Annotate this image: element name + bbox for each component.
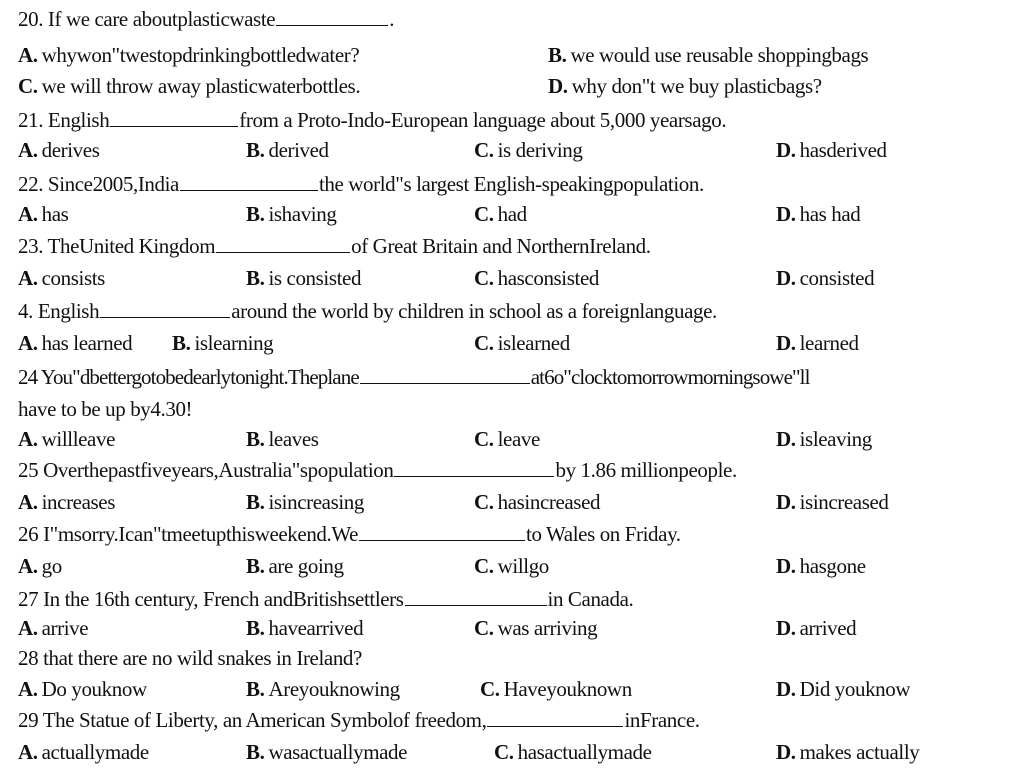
question-28 — [18, 645, 362, 671]
answer-blank[interactable] — [216, 234, 350, 253]
question-number: 26 — [18, 522, 39, 546]
question-stem-end: the world"s largest English-speakingpopulation. — [318, 172, 704, 196]
question-number: 4. — [18, 299, 33, 323]
question-stem: I"msorry.Ican"tmeetupthisweekend.We — [43, 522, 359, 546]
question-27 — [18, 586, 633, 612]
option-d[interactable]: D. makes actually — [776, 740, 920, 764]
option-d[interactable]: D. Did youknow — [776, 677, 911, 701]
question-stem-end: around the world by children in school as a foreignlanguage. — [231, 299, 717, 323]
answer-blank[interactable] — [359, 522, 525, 541]
option-d[interactable]: D. why don"t we buy plasticbags? — [548, 74, 822, 98]
option-a[interactable]: A. has — [18, 202, 69, 226]
question-stem: TheUnited Kingdom — [47, 234, 216, 258]
option-b[interactable]: B. Areyouknowing — [246, 677, 400, 701]
option-d[interactable]: D. arrived — [776, 616, 857, 640]
option-c[interactable]: C. hasincreased — [474, 490, 601, 514]
answer-blank[interactable] — [276, 7, 388, 26]
question-stem: Overthepastfiveyears,Australia"spopulation — [43, 458, 394, 482]
question-number: 27 — [18, 587, 39, 611]
question-stem: Since2005,India — [47, 172, 179, 196]
option-a[interactable]: A. consists — [18, 266, 105, 290]
option-b[interactable]: B. havearrived — [246, 616, 364, 640]
question-number: 29 — [18, 708, 39, 732]
question-24 — [18, 364, 810, 390]
question-4 — [18, 298, 717, 324]
question-stem-end: of Great Britain and NorthernIreland. — [351, 234, 651, 258]
option-d[interactable]: D. isincreased — [776, 490, 889, 514]
option-a[interactable]: A. actuallymade — [18, 740, 149, 764]
option-c[interactable]: C. islearned — [474, 331, 570, 355]
option-d[interactable]: D. hasgone — [776, 554, 866, 578]
option-c[interactable]: C. hasconsisted — [474, 266, 599, 290]
option-b[interactable]: B. wasactuallymade — [246, 740, 408, 764]
option-c[interactable]: C. was arriving — [474, 616, 598, 640]
question-stem-end: at6o"clocktomorrowmorningsowe"ll — [530, 365, 810, 389]
question-26 — [18, 521, 681, 547]
option-b[interactable]: B. derived — [246, 138, 329, 162]
option-a[interactable]: A. arrive — [18, 616, 89, 640]
option-b[interactable]: B. ishaving — [246, 202, 337, 226]
option-c[interactable]: C. hasactuallymade — [494, 740, 652, 764]
answer-blank[interactable] — [360, 365, 530, 384]
option-c[interactable]: C. we will throw away plasticwaterbottles. — [18, 74, 361, 98]
option-c[interactable]: C. leave — [474, 427, 540, 451]
option-b[interactable]: B. islearning — [172, 331, 274, 355]
question-stem: English — [37, 299, 100, 323]
option-b[interactable]: B. is consisted — [246, 266, 362, 290]
answer-blank[interactable] — [100, 299, 230, 318]
option-d[interactable]: D. isleaving — [776, 427, 872, 451]
question-25 — [18, 457, 737, 483]
option-d[interactable]: D. consisted — [776, 266, 875, 290]
question-number: 24 — [18, 365, 38, 389]
question-number: 23. — [18, 234, 44, 258]
question-stem-end: . — [389, 7, 395, 31]
answer-blank[interactable] — [405, 587, 547, 606]
question-number: 22. — [18, 172, 44, 196]
question-number: 28 — [18, 646, 39, 670]
question-stem: that there are no wild snakes in Ireland? — [43, 646, 362, 670]
question-number: 20. — [18, 7, 44, 31]
question-20 — [18, 6, 394, 32]
question-number: 25 — [18, 458, 39, 482]
option-d[interactable]: D. learned — [776, 331, 859, 355]
option-b[interactable]: B. isincreasing — [246, 490, 364, 514]
answer-blank[interactable] — [394, 458, 554, 477]
question-stem: English — [47, 108, 110, 132]
question-stem: The Statue of Liberty, an American Symbolof freedom, — [42, 708, 487, 732]
option-a[interactable]: A. go — [18, 554, 62, 578]
option-b[interactable]: B. leaves — [246, 427, 319, 451]
option-a[interactable]: A. increases — [18, 490, 115, 514]
question-stem: In the 16th century, French andBritishsettlers — [43, 587, 404, 611]
question-stem: If we care aboutplasticwaste — [47, 7, 276, 31]
option-c[interactable]: C. Haveyouknown — [480, 677, 632, 701]
question-21 — [18, 107, 726, 133]
option-a[interactable]: A. willleave — [18, 427, 115, 451]
option-c[interactable]: C. had — [474, 202, 527, 226]
question-23 — [18, 233, 651, 259]
option-a[interactable]: A. has learned — [18, 331, 133, 355]
question-stem-end: from a Proto-Indo-European language about 5,000 yearsago. — [239, 108, 727, 132]
answer-blank[interactable] — [180, 172, 318, 191]
option-a[interactable]: A. derives — [18, 138, 100, 162]
option-a[interactable]: A. whywon"twestopdrinkingbottledwater? — [18, 43, 360, 67]
question-stem-end: by 1.86 millionpeople. — [555, 458, 737, 482]
question-stem-end: inFrance. — [624, 708, 700, 732]
question-number: 21. — [18, 108, 44, 132]
option-c[interactable]: C. is deriving — [474, 138, 583, 162]
question-24-continued: have to be up by4.30! — [18, 397, 193, 421]
option-a[interactable]: A. Do youknow — [18, 677, 147, 701]
question-29 — [18, 707, 700, 733]
answer-blank[interactable] — [110, 108, 238, 127]
option-d[interactable]: D. hasderived — [776, 138, 887, 162]
answer-blank[interactable] — [487, 708, 623, 727]
question-stem: You"dbettergotobedearlytonight.Theplane — [40, 365, 359, 389]
option-c[interactable]: C. willgo — [474, 554, 549, 578]
question-stem-end: to Wales on Friday. — [526, 522, 681, 546]
option-b[interactable]: B. are going — [246, 554, 344, 578]
option-d[interactable]: D. has had — [776, 202, 861, 226]
question-22 — [18, 171, 704, 197]
option-b[interactable]: B. we would use reusable shoppingbags — [548, 43, 869, 67]
question-stem-end: in Canada. — [547, 587, 634, 611]
